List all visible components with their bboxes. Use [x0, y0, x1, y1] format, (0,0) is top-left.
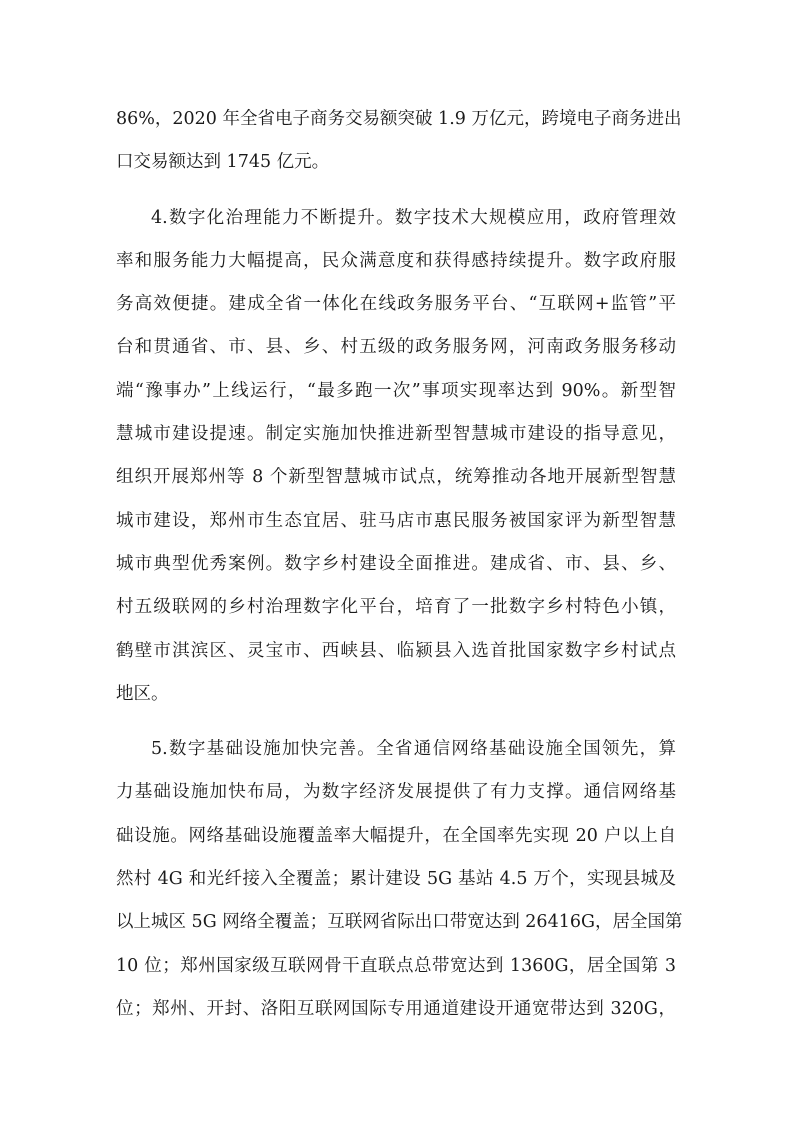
text-line: 口交易额达到 1745 亿元。	[116, 152, 330, 173]
text-line: 础设施。网络基础设施覆盖率大幅提升，在全国率先实现 20 户以上自	[116, 825, 676, 846]
text-line: 台和贯通省、市、县、乡、村五级的政务服务网，河南政务服务移动	[116, 337, 676, 358]
text-line: 组织开展郑州等 8 个新型智慧城市试点，统筹推动各地开展新型智慧	[116, 467, 676, 488]
paragraph-gap	[116, 185, 676, 197]
text-line: 鹤壁市淇滨区、灵宝市、西峡县、临颍县入选首批国家数字乡村试点	[116, 640, 676, 661]
text-line: 然村 4G 和光纤接入全覆盖；累计建设 5G 基站 4.5 万个，实现县城及	[116, 869, 676, 890]
text-line: 端“豫事办”上线运行，“最多跑一次”事项实现率达到 90%。新型智	[116, 380, 676, 401]
paragraph-5	[116, 728, 683, 1031]
text-line: 率和服务能力大幅提高，民众满意度和获得感持续提升。数字政府服	[116, 250, 676, 271]
text-line: 城市典型优秀案例。数字乡村建设全面推进。建成省、市、县、乡、	[116, 553, 676, 574]
text-line: 务高效便捷。建成全省一体化在线政务服务平台、“互联网+监管”平	[116, 294, 676, 315]
text-line: 慧城市建设提速。制定实施加快推进新型智慧城市建设的指导意见，	[116, 424, 676, 445]
text-line: 城市建设，郑州市生态宜居、驻马店市惠民服务被国家评为新型智慧	[116, 510, 676, 531]
text-line: 5.数字基础设施加快完善。全省通信网络基础设施全国领先，算	[151, 739, 676, 760]
paragraph-gap	[116, 716, 676, 728]
text-line: 86%，2020 年全省电子商务交易额突破 1.9 万亿元，跨境电子商务进出	[116, 109, 682, 129]
text-line: 4.数字化治理能力不断提升。数字技术大规模应用，政府管理效	[151, 207, 676, 228]
document-body	[116, 98, 683, 1031]
paragraph-4	[116, 197, 676, 717]
text-line: 村五级联网的乡村治理数字化平台，培育了一批数字乡村特色小镇，	[116, 597, 676, 618]
text-line: 力基础设施加快布局，为数字经济发展提供了有力支撑。通信网络基	[116, 782, 676, 803]
text-line: 地区。	[116, 683, 169, 704]
text-line: 以上城区 5G 网络全覆盖；互联网省际出口带宽达到 26416G，居全国第	[116, 912, 683, 933]
text-line: 位；郑州、开封、洛阳互联网国际专用通道建设开通宽带达到 320G，	[116, 998, 676, 1019]
text-line: 10 位；郑州国家级互联网骨干直联点总带宽达到 1360G，居全国第 3	[116, 955, 676, 976]
paragraph-intro	[116, 98, 682, 185]
